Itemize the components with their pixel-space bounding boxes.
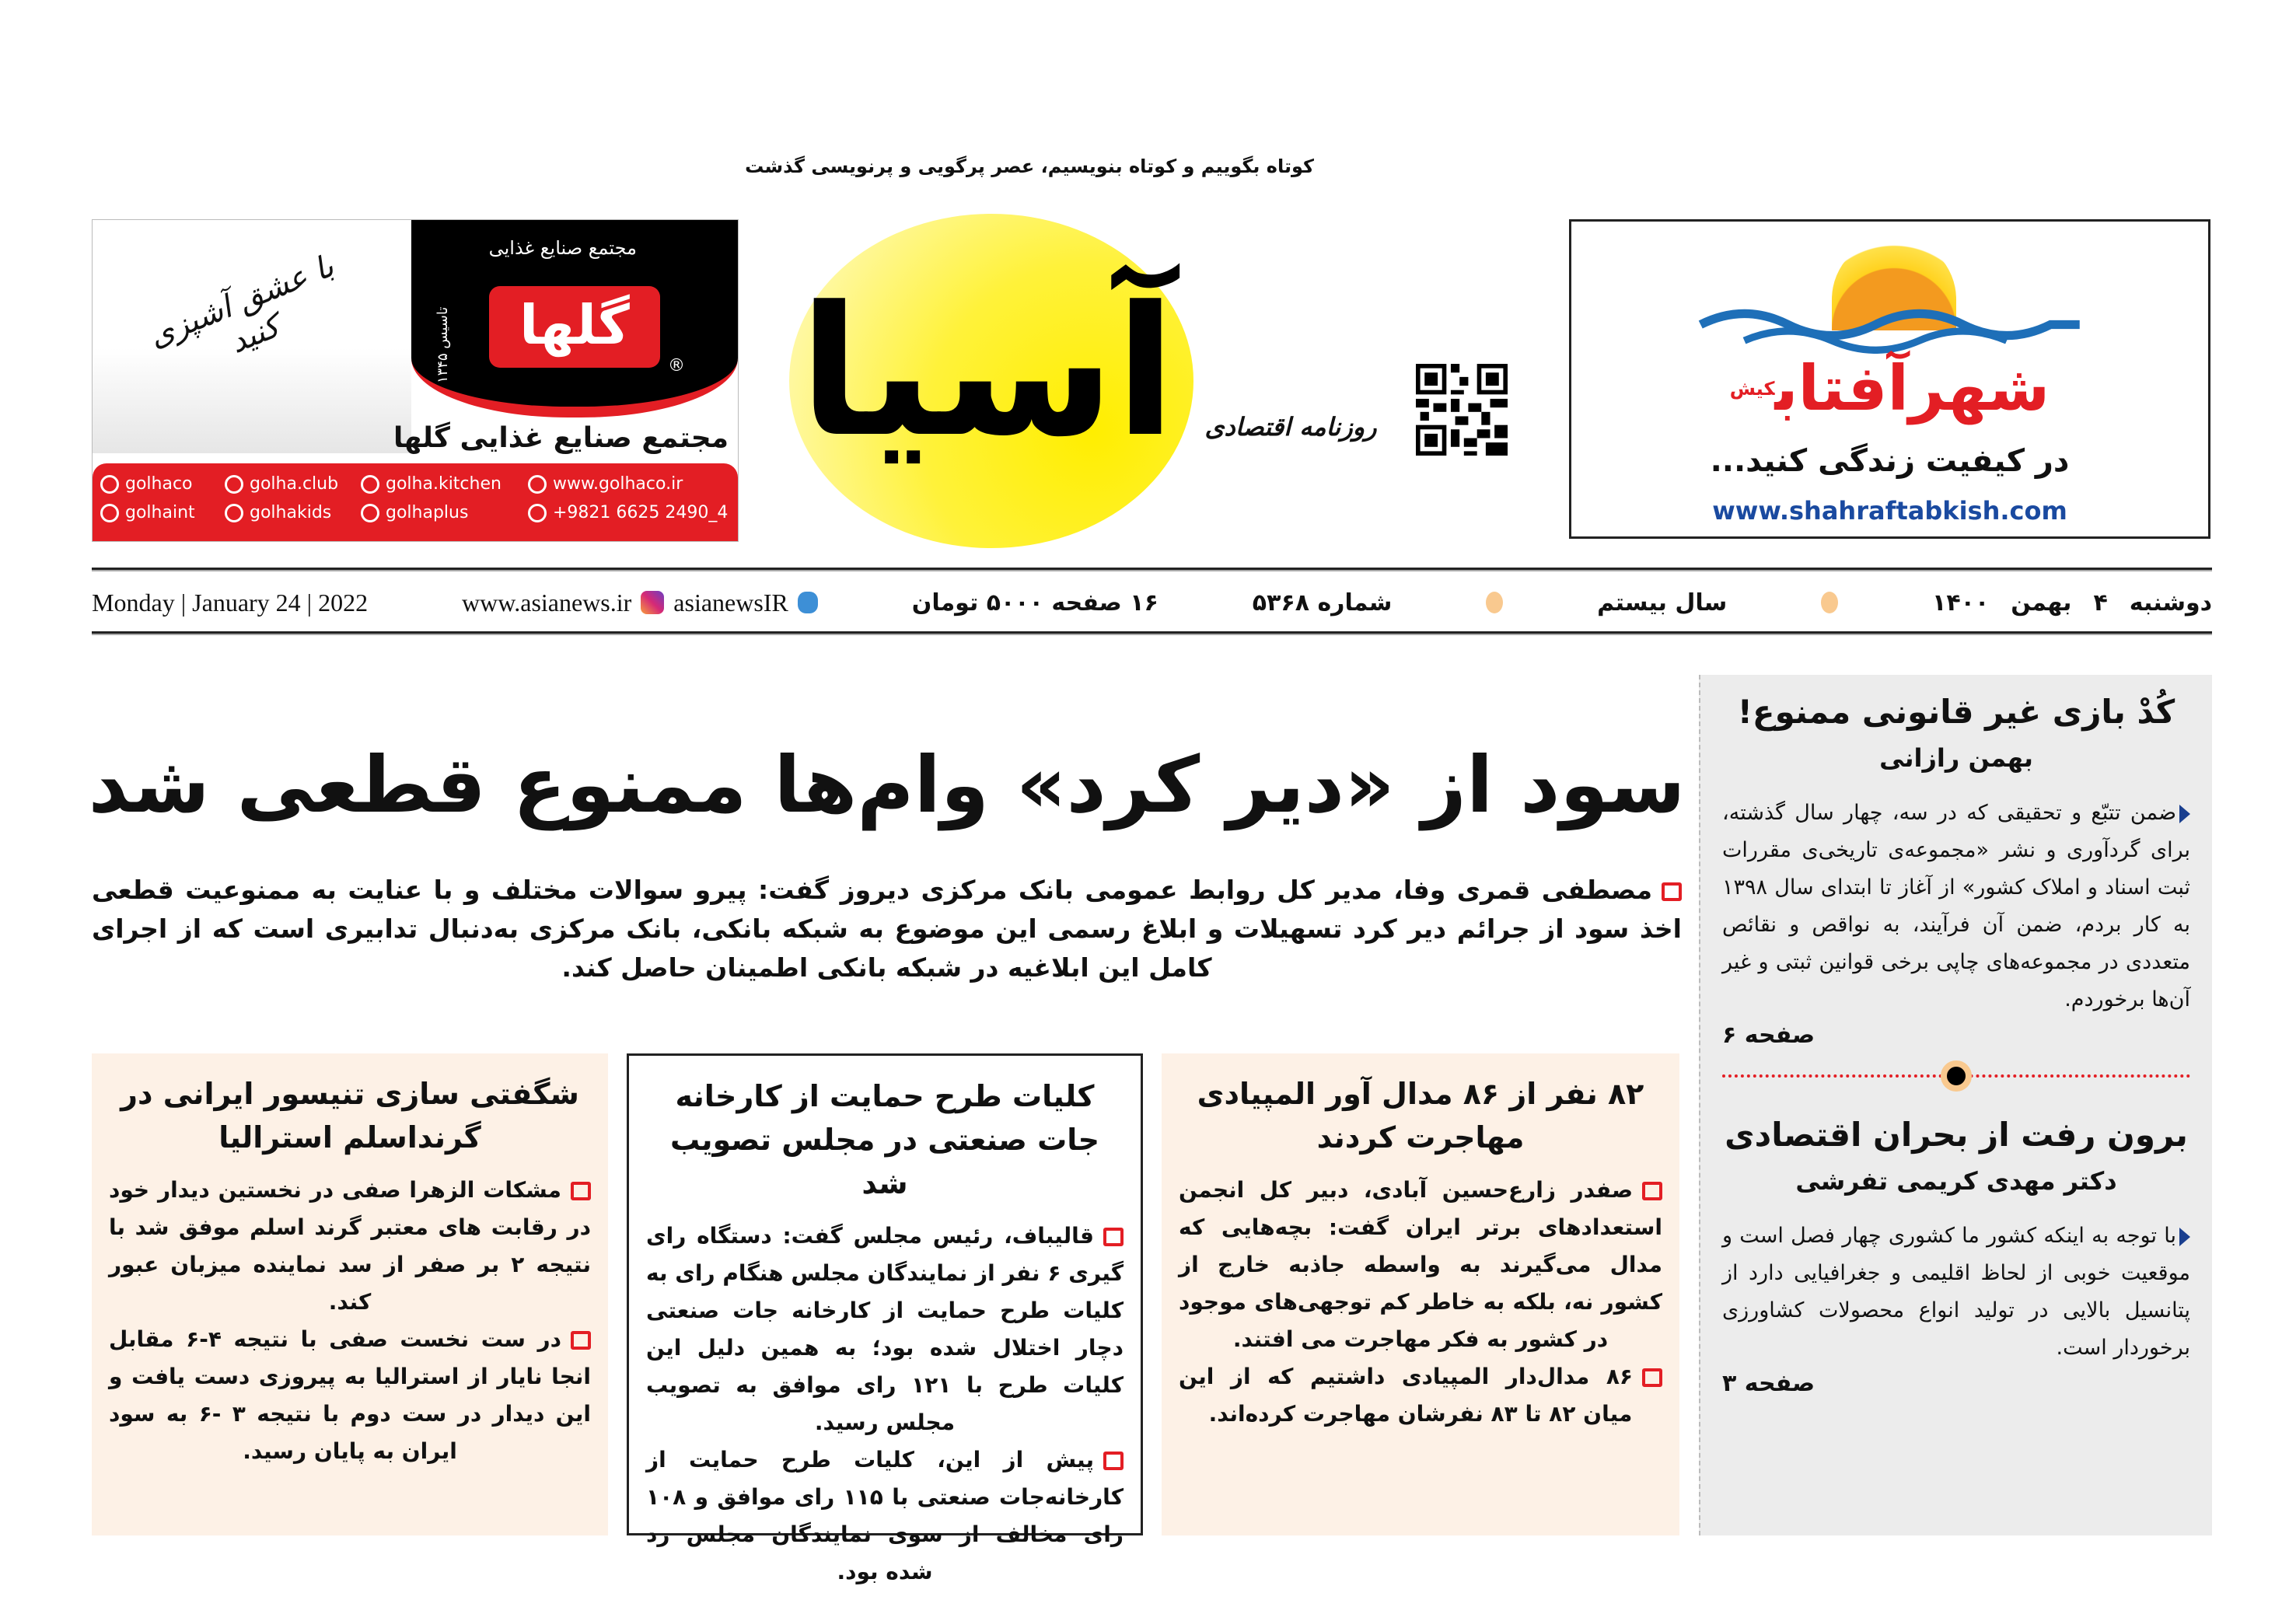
instagram-handle[interactable]: golhakids xyxy=(225,503,361,522)
main-lead-paragraph: مصطفی قمری وفا، مدیر کل روابط عمومی بانک مرکزی دیروز گفت: پیرو سوالات مختلف و با عنایت به ممنوعیت قطعی اخذ سود از جرائم دیر کرد تسهیلات و ابلاغ رسمی این موضوع به شبکه بانکی، بانک مرکزی به‌دنبال تدابیری است که از اجرای کامل این ابلاغیه در شبکه بانکی اطمینان حاصل کند. xyxy=(92,875,1682,983)
separator-dot xyxy=(1486,592,1503,613)
english-date: Monday | January 24 | 2022 xyxy=(92,588,369,617)
story-title: ۸۲ نفر از ۸۶ مدال آور المپیادی مهاجرت کردند xyxy=(1197,1077,1644,1155)
phone-number[interactable]: +9821 6625 2490_4 xyxy=(528,503,734,522)
ad-cook-tagline: با عشق آشپزی کنید xyxy=(144,248,339,361)
bullet-square-icon xyxy=(571,1182,591,1200)
separator-bullet-icon xyxy=(1941,1060,1972,1092)
phone-icon xyxy=(528,504,547,522)
page-reference[interactable]: صفحه ۶ xyxy=(1722,1022,1815,1049)
instagram-handle[interactable]: golhaint xyxy=(100,503,225,522)
story-title: شگفتی سازی تنیسور ایرانی در گرنداسلم استرالیا xyxy=(121,1077,579,1155)
bullet-square-icon xyxy=(1103,1228,1124,1246)
golha-brand-logo: گلها xyxy=(489,286,660,368)
instagram-handle[interactable]: golha.kitchen xyxy=(361,474,528,494)
newspaper-logo[interactable]: آسیا xyxy=(799,269,1176,477)
page-reference[interactable]: صفحه ۳ xyxy=(1722,1370,1815,1397)
ad-company-name: مجتمع صنایع غذایی گلها xyxy=(393,422,729,454)
bottom-rule xyxy=(92,631,2212,635)
ad-contact-bar xyxy=(93,463,738,541)
instagram-handle[interactable]: golha.club xyxy=(225,474,361,494)
globe-icon xyxy=(528,475,547,494)
shahr-aftab-advertisement[interactable] xyxy=(1569,219,2210,539)
golha-advertisement[interactable] xyxy=(92,219,739,542)
instagram-icon xyxy=(361,475,379,494)
main-headline-container xyxy=(88,727,1686,844)
bullet-square-icon xyxy=(1642,1182,1662,1200)
newspaper-slogan: کوتاه بگوییم و کوتاه بنویسیم، عصر پرگویی و پرنویسی گذشت xyxy=(745,155,1314,177)
verified-badge-icon xyxy=(798,592,818,613)
instagram-icon xyxy=(100,504,119,522)
instagram-icon xyxy=(225,475,243,494)
social-handle[interactable]: asianewsIR xyxy=(673,588,788,617)
issue-number: شماره ۵۳۶۸ xyxy=(1252,589,1393,617)
year: ۱۴۰۰ xyxy=(1932,589,1990,617)
golha-logo-shield xyxy=(411,220,738,417)
sidebar-article[interactable]: کُدْ بازی غیر قانونی ممنوع! بهمن رازانی ضمن تتبّع و تحقیقی که در سه، چهار سال گذشته، برای گردآوری و نشر «مجموعه‌ی تاریخی‌ی مقررات ثبت اسناد و املاک کشور» از آغاز تا ابتدای سال ۱۳۹۸ به کار بردم، ضمن آن فرآیند، به نواقص و نقائص متعددی در مجموعه‌های چاپی برخی قوانین ثبتی و غیر آن‌ها برخوردم. صفحه ۶ xyxy=(1722,687,2190,1053)
main-headline[interactable]: سود از «دیر کرد» وام‌ها ممنوع قطعی شد xyxy=(88,739,1686,830)
sidebar-separator xyxy=(1722,1060,2190,1092)
pages-price: ۱۶ صفحه ۵۰۰۰ تومان xyxy=(911,589,1158,617)
persian-date xyxy=(1932,589,2212,617)
bullet-square-icon xyxy=(571,1331,591,1350)
triangle-bullet-icon xyxy=(2179,805,2190,823)
website-link[interactable]: www.golhaco.ir xyxy=(528,474,734,494)
ad-shield-top-text: مجتمع صنایع غذایی xyxy=(488,237,637,259)
registered-mark: ® xyxy=(668,356,685,376)
day: ۴ xyxy=(2093,589,2108,617)
instagram-icon xyxy=(361,504,379,522)
bullet-square-icon xyxy=(1642,1368,1662,1387)
volume: سال بیستم xyxy=(1597,589,1728,617)
triangle-bullet-icon xyxy=(2179,1228,2190,1246)
social-links xyxy=(462,589,818,617)
weekday: دوشنبه xyxy=(2129,589,2212,617)
story-box-tennis[interactable]: شگفتی سازی تنیسور ایرانی در گرنداسلم استرالیا مشکات الزهرا صفی در نخستین دیدار خود در رقابت های معتبر گرند اسلم موفق شد با نتیجه ۲ بر صفر از سد نماینده میزبان عبور کند. در ست نخست صفی با نتیجه ۴-۶ مقابل انجا نایار از استرالیا به پیروزی دست یافت و این دیدار در ست دوم با نتیجه ۳ -۶ به سود ایران به پایان رسید. xyxy=(92,1053,608,1535)
sidebar-article-title: برون رفت از بحران اقتصادی xyxy=(1725,1116,2188,1154)
sidebar-article-author: دکتر مهدی کریمی تفرشی xyxy=(1795,1166,2117,1196)
month: بهمن xyxy=(2011,589,2072,617)
instagram-icon xyxy=(100,475,119,494)
ad-tagline: در کیفیت زندگی کنید... xyxy=(1710,443,2070,479)
sidebar-article[interactable]: برون رفت از بحران اقتصادی دکتر مهدی کریمی تفرشی با توجه به اینکه کشور ما کشوری چهار فصل است و موقعیت خوبی از لحاظ اقلیمی و جغرافیایی دارد از پتانسیل بالایی در تولید انواع محصولات کشاورزی برخوردار است. صفحه ۳ xyxy=(1722,1110,2190,1401)
opinion-sidebar xyxy=(1699,675,2212,1535)
story-box-olympiad[interactable]: ۸۲ نفر از ۸۶ مدال آور المپیادی مهاجرت کردند صفدر زارع‌حسین آبادی، دبیر کل انجمن استعدادهای برتر ایران گفت: بچه‌هایی که مدال می‌گیرند به واسطه جاذبه خارج از کشور نه، بلکه به خاطر کم توجهی‌های موجود در کشور به فکر مهاجرت می افتند. ۸۶ مدال‌دار المپیادی داشتیم که از این میان ۸۲ تا ۸۳ نفرشان مهاجرت کرده‌اند. xyxy=(1162,1053,1679,1535)
bullet-square-icon xyxy=(1662,882,1682,901)
qr-code-icon[interactable] xyxy=(1414,364,1510,456)
ad-established-text: تاسیس ۱۳۴۵ xyxy=(435,306,451,383)
instagram-handle[interactable]: golhaplus xyxy=(361,503,528,522)
sidebar-article-title: کُدْ بازی غیر قانونی ممنوع! xyxy=(1737,693,2175,731)
story-box-parliament[interactable]: کلیات طرح حمایت از کارخانه جات صنعتی در مجلس تصویب شد قالیباف، رئیس مجلس گفت: دستگاه رای گیری ۶ نفر از نمایندگان مجلس هنگام رای به کلیات طرح حمایت از کارخانه جات صنعتی دچار اختلال شده بود؛ به همین دلیل این کلیات طرح با ۱۲۱ رای موافق به تصویب مجلس رسید. پیش از این، کلیات طرح حمایت از کارخانه‌جات صنعتی با ۱۱۵ رای موافق و ۱۰۸ رای مخالف از سوی نمایندگان مجلس رد شده بود. xyxy=(627,1053,1143,1535)
instagram-icon xyxy=(641,591,664,614)
top-rule xyxy=(92,568,2212,571)
bullet-square-icon xyxy=(1103,1452,1124,1470)
story-title: کلیات طرح حمایت از کارخانه جات صنعتی در مجلس تصویب شد xyxy=(670,1079,1099,1200)
website-link[interactable]: www.asianews.ir xyxy=(461,588,632,617)
ad-website-link[interactable]: www.shahraftabkish.com xyxy=(1712,496,2067,526)
ad-village-illustration xyxy=(93,220,411,453)
sidebar-article-author: بهمن رازانی xyxy=(1879,743,2033,773)
newspaper-subtitle: روزنامه اقتصادی xyxy=(1204,412,1377,442)
instagram-icon xyxy=(225,504,243,522)
ad-brand-name: شهرآفتاب$^{کیش}$ xyxy=(1729,352,2050,424)
instagram-handle[interactable]: golhaco xyxy=(100,474,225,494)
sea-waves-icon xyxy=(1688,295,2092,354)
separator-dot xyxy=(1821,592,1838,613)
issue-info-bar xyxy=(92,579,2212,626)
